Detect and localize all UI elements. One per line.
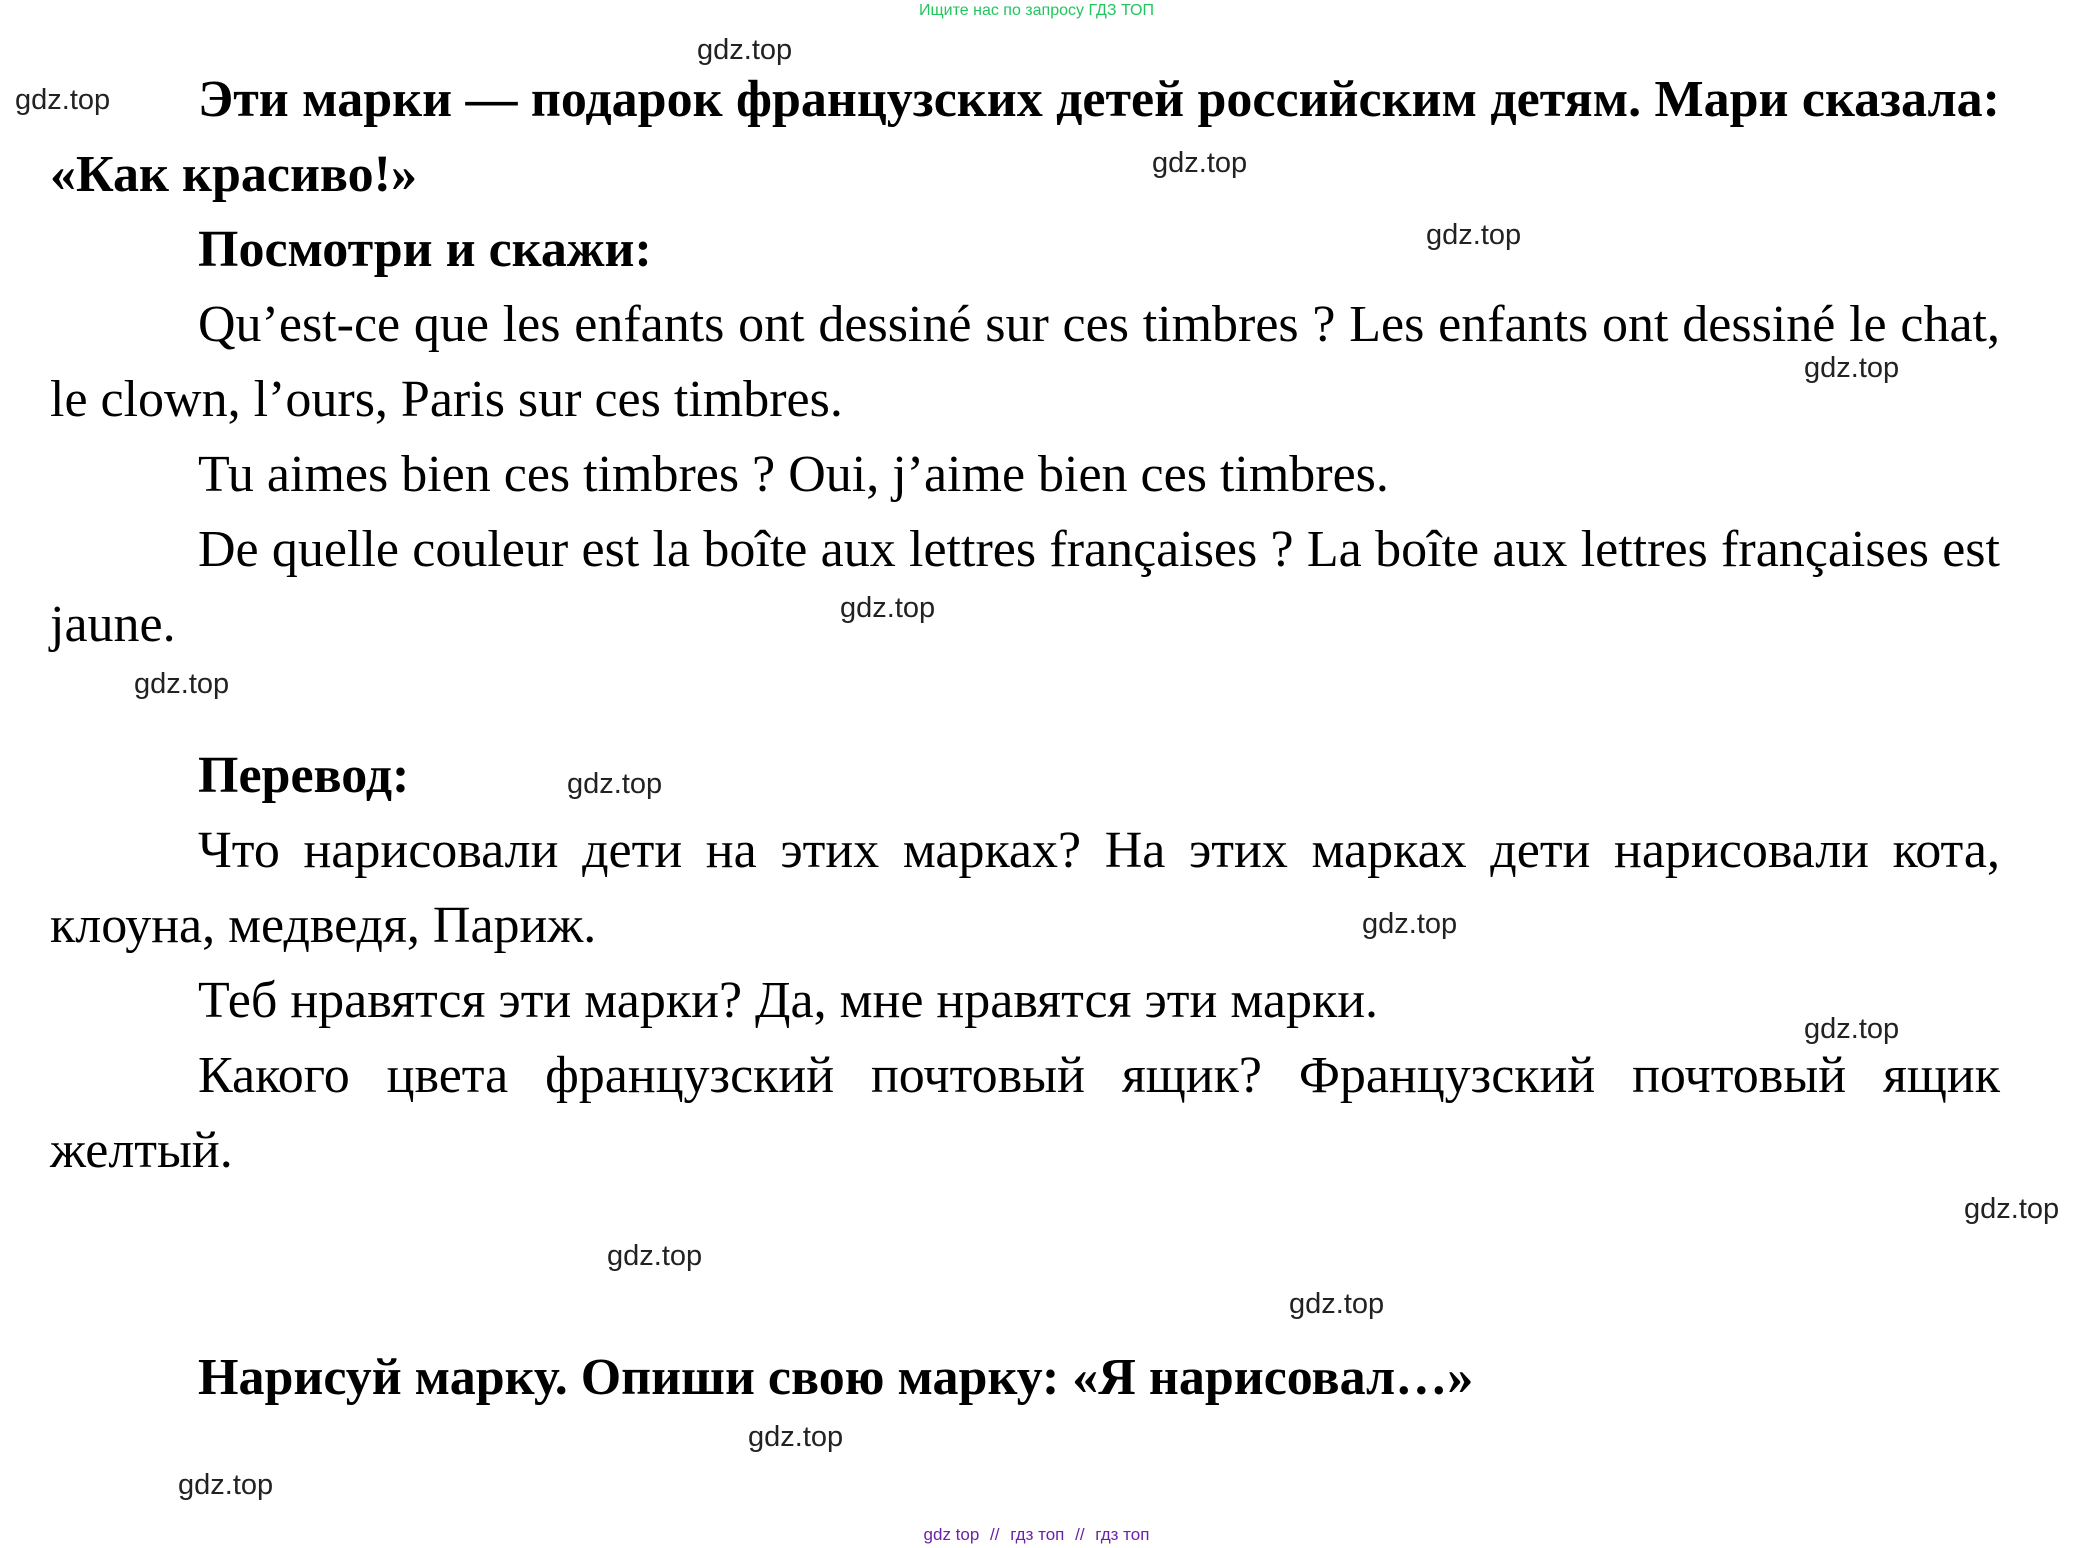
watermark: gdz.top [748, 1421, 844, 1453]
watermark: gdz.top [1152, 147, 1248, 179]
footer-separator: // [1075, 1525, 1085, 1544]
watermark: gdz.top [1804, 352, 1900, 384]
translation-heading: Перевод: [198, 747, 410, 804]
french-paragraph-1: Qu’est-ce que les enfants ont dessiné sur ces timbres ? Les enfants ont dessiné le chat, le clown, l’ours, Paris sur ces timbres. [50, 296, 2000, 428]
footer-part: gdz top [923, 1525, 980, 1544]
watermark: gdz.top [697, 34, 793, 66]
watermark: gdz.top [15, 84, 111, 116]
russian-paragraph-2: Теб нравятся эти марки? Да, мне нравятся эти марки. [198, 972, 1379, 1029]
intro-paragraph: Эти марки — подарок французских детей российским детям. Мари сказала: «Как красиво!» [50, 71, 2000, 203]
watermark: gdz.top [1804, 1013, 1900, 1045]
watermark: gdz.top [607, 1240, 703, 1272]
watermark: gdz.top [567, 768, 663, 800]
french-paragraph-2: Tu aimes bien ces timbres ? Oui, j’aime bien ces timbres. [198, 446, 1389, 503]
watermark: gdz.top [1426, 219, 1522, 251]
footer-part: гдз топ [1010, 1525, 1065, 1544]
watermark: gdz.top [134, 668, 230, 700]
task-heading: Нарисуй марку. Опиши свою марку: «Я нарисовал…» [198, 1349, 1474, 1406]
top-banner: Ищите нас по запросу ГДЗ ТОП [919, 2, 1154, 19]
watermark: gdz.top [1289, 1288, 1385, 1320]
watermark: gdz.top [840, 592, 936, 624]
look-and-say-heading: Посмотри и скажи: [198, 221, 652, 278]
footer-separator: // [990, 1525, 1000, 1544]
watermark: gdz.top [178, 1469, 274, 1501]
french-paragraph-3: De quelle couleur est la boîte aux lettres françaises ? La boîte aux lettres françaises est jaune. [50, 521, 2000, 653]
watermark: gdz.top [1362, 908, 1458, 940]
footer-part: гдз топ [1095, 1525, 1150, 1544]
russian-paragraph-1: Что нарисовали дети на этих марках? На этих марках дети нарисовали кота, клоуна, медведя, Париж. [50, 822, 2000, 954]
watermark: gdz.top [1964, 1193, 2060, 1225]
footer [0, 1525, 2081, 1545]
russian-paragraph-3: Какого цвета французский почтовый ящик? Французский почтовый ящик желтый. [50, 1047, 2000, 1179]
